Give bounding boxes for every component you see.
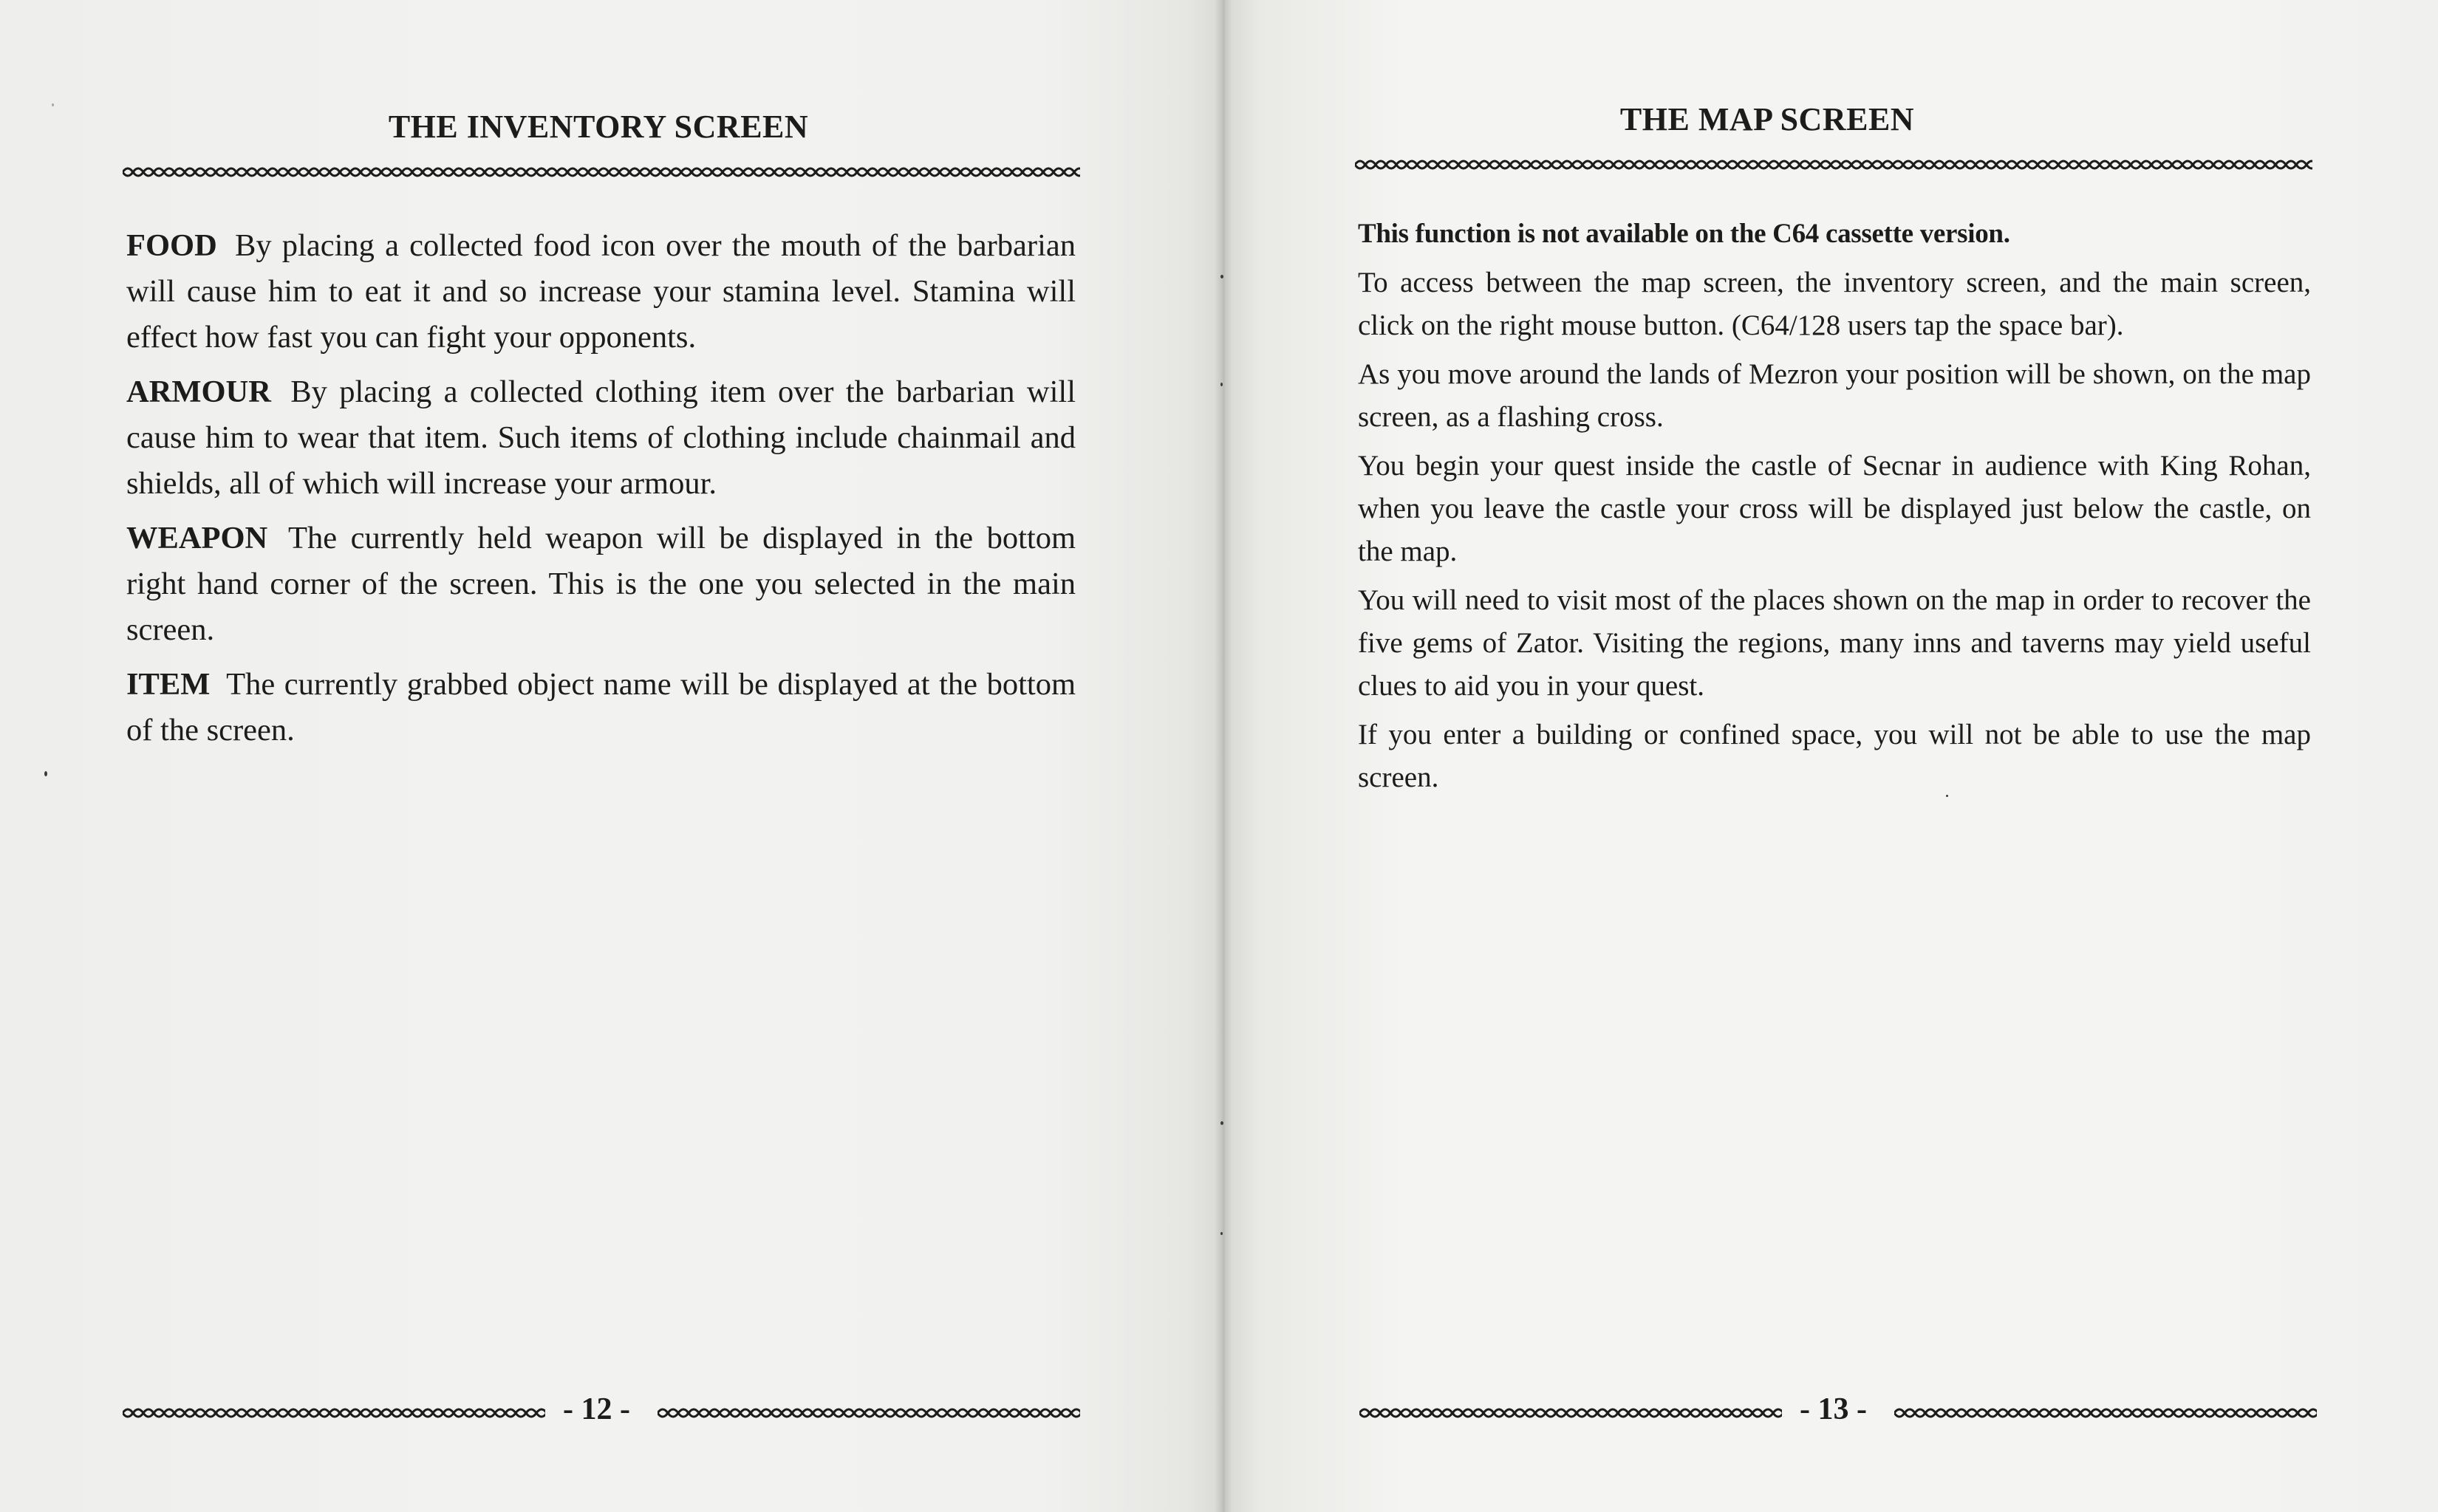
footer-rule — [1359, 1405, 1782, 1421]
book-gutter — [1215, 0, 1232, 1512]
armour-term: ARMOUR — [126, 374, 271, 409]
paragraph: To access between the map screen, the inventory screen, and the main screen, click on the right mouse button. (C64/128 users tap the space bar). — [1358, 267, 2311, 341]
paper-speck — [1946, 795, 1948, 797]
c64-notice: This function is not available on the C64 cassette version. — [1358, 219, 2010, 249]
gutter-speck — [1220, 383, 1223, 386]
right-page — [1223, 0, 2438, 1512]
weapon-entry — [126, 516, 1076, 653]
paragraph: As you move around the lands of Mezron your position will be shown, on the map screen, as a flashing cross. — [1358, 358, 2311, 433]
gutter-speck — [1220, 1121, 1223, 1125]
item-term: ITEM — [126, 667, 211, 702]
map-text — [1358, 213, 2311, 805]
armour-entry — [126, 369, 1076, 507]
food-term: FOOD — [126, 228, 217, 263]
item-description: The currently grabbed object name will be displayed at the bottom of the screen. — [126, 667, 1076, 748]
gutter-speck — [1220, 1232, 1223, 1235]
paragraph: You begin your quest inside the castle of Secnar in audience with King Rohan, when you leave the castle your cross will be displayed just below the castle, on the map. — [1358, 450, 2311, 567]
page-number-12: - 12 - — [563, 1392, 630, 1426]
decorative-rule — [123, 164, 1080, 180]
footer-rule — [1894, 1405, 2317, 1421]
map-screen-title: THE MAP SCREEN — [1619, 101, 1915, 137]
footer-rule — [658, 1405, 1080, 1421]
weapon-term: WEAPON — [126, 521, 268, 555]
paragraph: If you enter a building or confined space, you will not be able to use the map screen. — [1358, 719, 2311, 793]
food-description: By placing a collected food icon over the mouth of the barbarian will cause him to eat it and so increase your stamina level. Stamina will effect how fast you can fight your opponents. — [126, 228, 1076, 355]
gutter-speck — [1220, 275, 1223, 278]
footer-rule — [123, 1405, 545, 1421]
page-footer-left — [123, 1392, 1080, 1427]
food-entry — [126, 223, 1076, 360]
paper-speck — [52, 103, 54, 106]
page-number-13: - 13 - — [1800, 1392, 1867, 1426]
item-entry — [126, 662, 1076, 753]
inventory-screen-title: THE INVENTORY SCREEN — [388, 109, 809, 145]
weapon-description: The currently held weapon will be displayed in the bottom right hand corner of the screen. This is the one you selected in the main screen. — [126, 521, 1076, 647]
inventory-text — [126, 223, 1076, 762]
paragraph: You will need to visit most of the places shown on the map in order to recover the five gems of Zator. Visiting the regions, many inns and taverns may yield useful clues to aid you in your quest. — [1358, 584, 2311, 702]
armour-description: By placing a collected clothing item over the barbarian will cause him to wear that item. Such items of clothing include chainmail and shields, all of which will increase your armour. — [126, 374, 1076, 501]
paper-speck — [44, 771, 47, 776]
decorative-rule — [1355, 157, 2312, 173]
page-footer-right — [1359, 1392, 2317, 1427]
